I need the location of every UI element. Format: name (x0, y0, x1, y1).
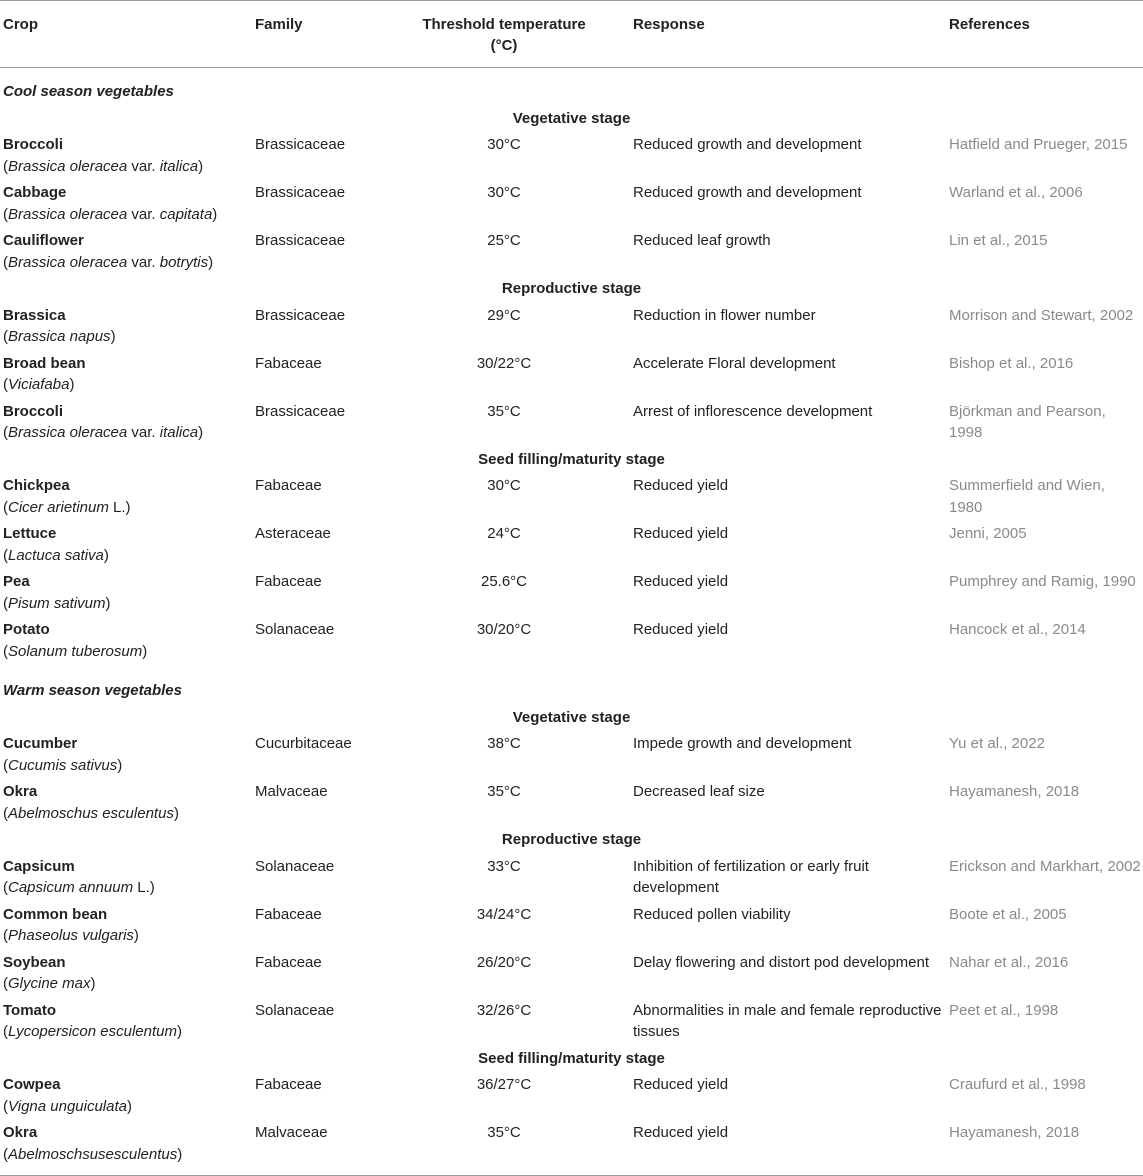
family-cell: Brassicaceae (255, 184, 346, 201)
crop-name: Soybean (3, 953, 66, 971)
season-heading-row (0, 68, 1143, 108)
family-cell: Fabaceae (255, 573, 322, 590)
season-heading: Warm season vegetables (3, 682, 182, 699)
scientific-name: (Cucumis sativus) (3, 756, 123, 774)
threshold-cell: 25°C (487, 232, 521, 249)
threshold-cell: 38°C (487, 735, 521, 752)
stage-heading: Vegetative stage (512, 109, 631, 127)
scientific-name: (Brassica oleracea var. capitata) (3, 205, 218, 223)
scientific-name: (Cicer arietinum L.) (3, 498, 131, 516)
scientific-name: (Pisum sativum) (3, 594, 111, 612)
scientific-name-species: Brassica oleracea (8, 424, 128, 441)
table-row (0, 475, 1143, 523)
crop-cell (0, 571, 252, 619)
crop-cell (0, 305, 252, 353)
stage-heading-row (0, 1048, 1143, 1075)
response-cell: Reduced pollen viability (633, 905, 791, 923)
reference-link[interactable]: Peet et al., 1998 (949, 1001, 1059, 1019)
stage-heading: Reproductive stage (501, 280, 642, 297)
threshold-cell: 33°C (487, 857, 521, 875)
crop-name: Brassica (3, 306, 66, 324)
response-cell: Reduced yield (633, 573, 729, 590)
table-row (0, 1000, 1143, 1048)
threshold-cell: 30/22°C (476, 354, 532, 372)
reference-link[interactable]: Hatfield and Prueger, 2015 (949, 136, 1128, 153)
crop-name: Capsicum (3, 857, 75, 875)
threshold-cell: 30°C (487, 184, 521, 201)
threshold-cell: 36/27°C (476, 1076, 532, 1093)
reference-link[interactable]: Morrison and Stewart, 2002 (949, 306, 1134, 324)
scientific-name: (Glycine max) (3, 975, 96, 992)
crop-cell (0, 475, 252, 523)
family-cell: Brassicaceae (255, 232, 346, 249)
table-row (0, 1122, 1143, 1176)
header-references: References (949, 16, 1030, 33)
threshold-cell: 30°C (487, 477, 521, 494)
crop-name: Tomato (3, 1001, 57, 1019)
family-cell: Fabaceae (255, 1076, 322, 1093)
stage-heading: Seed filling/maturity stage (478, 1049, 665, 1067)
scientific-name-suffix: ) (142, 642, 148, 660)
table-row (0, 1074, 1143, 1122)
scientific-name: (Lycopersicon esculentum) (3, 1023, 182, 1040)
response-cell: Reduced yield (633, 525, 729, 542)
family-cell: Fabaceae (255, 477, 322, 494)
crop-cell (0, 619, 252, 667)
threshold-cell: 30/20°C (476, 621, 532, 638)
scientific-name-suffix: ) (69, 376, 75, 393)
family-cell: Malvaceae (255, 783, 328, 800)
crop-cell (0, 733, 252, 781)
reference-link[interactable]: Erickson and Markhart, 2002 (949, 857, 1141, 875)
scientific-name-species: Phaseolus vulgaris (8, 927, 134, 944)
scientific-name-var: var. (127, 157, 160, 175)
scientific-name: (Abelmoschus esculentus) (3, 804, 179, 822)
scientific-name-suffix: ) (173, 804, 179, 822)
scientific-name-suffix: ) (90, 975, 96, 992)
crop-cell (0, 1122, 252, 1176)
crop-cell (0, 952, 252, 1000)
crop-cell (0, 134, 252, 182)
threshold-cell: 26/20°C (476, 953, 532, 971)
scientific-name: (Capsicum annuum L.) (3, 879, 155, 896)
response-cell: Reduced yield (633, 477, 729, 494)
response-cell: Delay flowering and distort pod development (633, 953, 930, 971)
header-response: Response (633, 16, 705, 33)
response-cell: Reduced yield (633, 1076, 729, 1093)
family-cell: Solanaceae (255, 857, 335, 875)
family-cell: Solanaceae (255, 621, 335, 638)
family-cell: Cucurbitaceae (255, 735, 352, 752)
stage-heading: Reproductive stage (501, 831, 642, 848)
header-threshold-temperature: Threshold temperature (°C) (422, 16, 586, 54)
crop-name: Broccoli (3, 402, 64, 420)
scientific-name-suffix: ) (176, 1023, 182, 1040)
scientific-name-var: var. (127, 205, 160, 223)
scientific-name-suffix: ) (117, 756, 123, 774)
response-cell: Impede growth and development (633, 735, 852, 752)
stage-heading: Seed filling/maturity stage (478, 450, 665, 468)
family-cell: Brassicaceae (255, 402, 346, 420)
scientific-name-species: Solanum tuberosum (8, 642, 143, 660)
crop-name: Cabbage (3, 184, 67, 201)
scientific-name-species: Pisum sativum (8, 594, 106, 612)
scientific-name: (Brassica oleracea var. italica) (3, 157, 204, 175)
threshold-cell: 32/26°C (476, 1001, 532, 1019)
scientific-name-var: var. (127, 424, 160, 441)
stage-heading-row (0, 829, 1143, 856)
scientific-name: (Solanum tuberosum) (3, 642, 148, 660)
reference-link[interactable]: Hayamanesh, 2018 (949, 1124, 1080, 1141)
table-row (0, 230, 1143, 278)
scientific-name-species: Abelmoschus esculentus (8, 804, 174, 822)
response-cell: Reduced yield (633, 1124, 729, 1141)
table-row (0, 523, 1143, 571)
reference-link[interactable]: Warland et al., 2006 (949, 184, 1083, 201)
table-row (0, 134, 1143, 182)
table-body (0, 68, 1143, 1176)
scientific-name: (Lactuca sativa) (3, 546, 109, 564)
table-row (0, 781, 1143, 829)
scientific-name-species: Lactuca sativa (8, 546, 104, 564)
reference-link[interactable]: Boote et al., 2005 (949, 905, 1067, 923)
scientific-name: (Vigna unguiculata) (3, 1097, 132, 1115)
crop-cell (0, 904, 252, 952)
crop-name: Chickpea (3, 477, 70, 494)
response-cell: Abnormalities in male and female reproductive tissues (633, 1001, 942, 1040)
reference-link[interactable]: Björkman and Pearson, 1998 (949, 402, 1106, 441)
threshold-cell: 34/24°C (476, 905, 532, 923)
scientific-name-suffix: ) (110, 328, 116, 345)
reference-link[interactable]: Hayamanesh, 2018 (949, 783, 1080, 800)
stage-heading-row (0, 278, 1143, 305)
threshold-cell: 35°C (487, 402, 521, 420)
scientific-name-species: Abelmoschsusesculentus (8, 1145, 178, 1163)
crop-name: Potato (3, 621, 50, 638)
response-cell: Inhibition of fertilization or early fruit development (633, 857, 869, 896)
scientific-name-suffix: ) (177, 1145, 183, 1163)
response-cell: Reduced yield (633, 621, 729, 638)
scientific-name-suffix: ) (133, 927, 139, 944)
stage-heading-row (0, 449, 1143, 476)
scientific-name-suffix: ) (198, 424, 204, 441)
scientific-name-species: Vigna unguiculata (8, 1097, 127, 1115)
crop-name: Okra (3, 783, 38, 800)
threshold-cell: 35°C (487, 1124, 521, 1141)
scientific-name-species: Brassica oleracea (8, 157, 128, 175)
stage-heading-row (0, 108, 1143, 135)
response-cell: Accelerate Floral development (633, 354, 836, 372)
scientific-name-species: Lycopersicon esculentum (8, 1023, 177, 1040)
stage-heading-row (0, 707, 1143, 734)
scientific-name: (Viciafaba) (3, 376, 75, 393)
table-row (0, 952, 1143, 1000)
scientific-name-variety: italica (159, 424, 199, 441)
crop-cell (0, 182, 252, 230)
scientific-name-suffix: L.) (133, 879, 155, 896)
scientific-name-variety: botrytis (159, 253, 209, 271)
scientific-name-species: Cicer arietinum (8, 498, 109, 516)
crop-name: Okra (3, 1124, 38, 1141)
threshold-cell: 30°C (487, 136, 521, 153)
stage-heading: Vegetative stage (512, 708, 631, 726)
response-cell: Decreased leaf size (633, 783, 765, 800)
scientific-name-species: Brassica napus (8, 328, 111, 345)
crop-cell (0, 401, 252, 449)
table-row (0, 733, 1143, 781)
family-cell: Solanaceae (255, 1001, 335, 1019)
table-row (0, 571, 1143, 619)
family-cell: Fabaceae (255, 953, 322, 971)
scientific-name-variety: italica (159, 157, 199, 175)
table-header (0, 1, 1143, 68)
crop-cell (0, 353, 252, 401)
scientific-name: (Brassica oleracea var. italica) (3, 424, 204, 441)
table-row (0, 353, 1143, 401)
threshold-cell: 24°C (487, 525, 521, 542)
scientific-name-suffix: ) (208, 253, 214, 271)
scientific-name: (Brassica oleracea var. botrytis) (3, 253, 214, 271)
table-row (0, 305, 1143, 353)
family-cell: Fabaceae (255, 905, 322, 923)
scientific-name: (Brassica napus) (3, 328, 116, 345)
family-cell: Fabaceae (255, 354, 322, 372)
response-cell: Reduced leaf growth (633, 232, 771, 249)
crop-name: Cowpea (3, 1076, 61, 1093)
scientific-name-species: Cucumis sativus (8, 756, 118, 774)
crop-cell (0, 781, 252, 829)
response-cell: Reduced growth and development (633, 136, 862, 153)
crop-cell (0, 523, 252, 571)
reference-link[interactable]: Jenni, 2005 (949, 525, 1027, 542)
scientific-name: (Abelmoschsusesculentus) (3, 1145, 183, 1163)
scientific-name: (Phaseolus vulgaris) (3, 927, 139, 944)
crop-cell (0, 1000, 252, 1048)
response-cell: Reduction in flower number (633, 306, 816, 324)
scientific-name-suffix: ) (198, 157, 204, 175)
threshold-cell: 25.6°C (480, 573, 528, 590)
scientific-name-species: Capsicum annuum (8, 879, 134, 896)
table-row (0, 856, 1143, 904)
scientific-name-suffix: ) (212, 205, 218, 223)
scientific-name-suffix: ) (105, 594, 111, 612)
crop-cell (0, 230, 252, 278)
family-cell: Brassicaceae (255, 306, 346, 324)
scientific-name-species: Brassica oleracea (8, 253, 128, 271)
scientific-name-species: Glycine max (8, 975, 91, 992)
response-cell: Reduced growth and development (633, 184, 862, 201)
crop-name: Common bean (3, 905, 108, 923)
crop-cell (0, 1074, 252, 1122)
scientific-name-variety: capitata (159, 205, 213, 223)
reference-link[interactable]: Bishop et al., 2016 (949, 354, 1074, 372)
season-heading-row (0, 667, 1143, 707)
reference-link[interactable]: Lin et al., 2015 (949, 232, 1048, 249)
reference-link[interactable]: Pumphrey and Ramig, 1990 (949, 573, 1136, 590)
crop-name: Broccoli (3, 136, 64, 153)
table-row (0, 182, 1143, 230)
crop-name: Pea (3, 573, 30, 590)
threshold-cell: 29°C (487, 306, 521, 324)
reference-link[interactable]: Craufurd et al., 1998 (949, 1076, 1086, 1093)
family-cell: Malvaceae (255, 1124, 328, 1141)
season-heading: Cool season vegetables (3, 83, 174, 100)
reference-link[interactable]: Summerfield and Wien, 1980 (949, 477, 1105, 516)
family-cell: Asteraceae (255, 525, 331, 542)
scientific-name-suffix: ) (127, 1097, 132, 1115)
crop-name: Broad bean (3, 354, 86, 372)
scientific-name-var: var. (127, 253, 160, 271)
scientific-name-suffix: ) (103, 546, 109, 564)
crop-name: Cucumber (3, 735, 78, 752)
reference-link[interactable]: Yu et al., 2022 (949, 735, 1045, 752)
family-cell: Brassicaceae (255, 136, 346, 153)
scientific-name-species: Viciafaba (8, 376, 70, 393)
scientific-name-species: Brassica oleracea (8, 205, 128, 223)
table-row (0, 619, 1143, 667)
crop-name: Lettuce (3, 525, 57, 542)
header-crop: Crop (3, 16, 38, 33)
table-row (0, 904, 1143, 952)
scientific-name-suffix: L.) (108, 498, 131, 516)
crop-name: Cauliflower (3, 232, 84, 249)
threshold-cell: 35°C (487, 783, 521, 800)
table-row (0, 401, 1143, 449)
reference-link[interactable]: Nahar et al., 2016 (949, 953, 1069, 971)
reference-link[interactable]: Hancock et al., 2014 (949, 621, 1086, 638)
header-family: Family (255, 16, 303, 33)
header-row (0, 1, 1143, 68)
response-cell: Arrest of inflorescence development (633, 402, 873, 420)
crop-cell (0, 856, 252, 904)
